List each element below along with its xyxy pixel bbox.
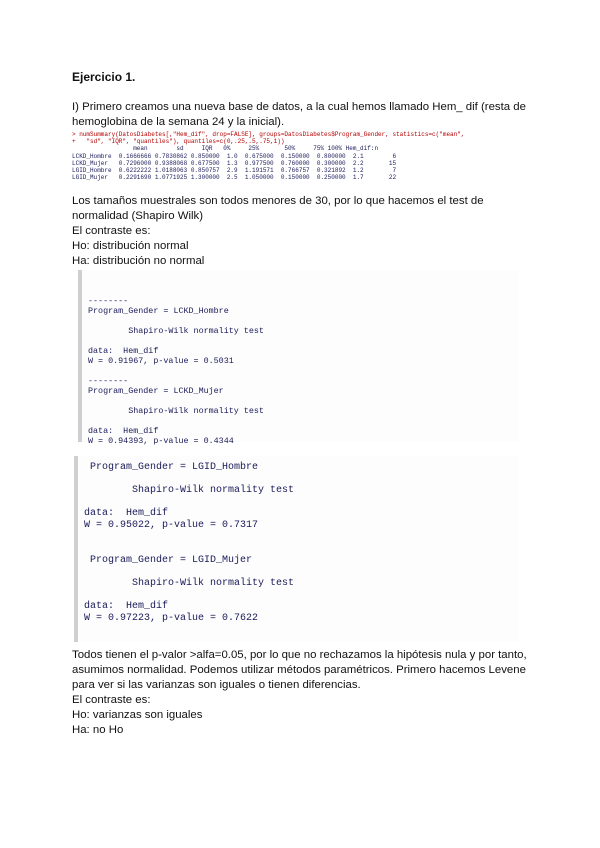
conclusion-line-2: asumimos normalidad. Podemos utilizar métodos paramétricos. Primero hacemos Levene: [72, 664, 526, 676]
summary-command-line-1: > numSummary(DatosDiabetes[,"Hem_dif", drop=FALSE], groups=DatosDiabetes$Program_Gender, statistics=c("mean",: [72, 131, 465, 138]
shapiro-console-output-2: [74, 456, 518, 642]
conclusion-line-6: Ha: no Ho: [72, 724, 124, 736]
normality-paragraph: [72, 194, 542, 269]
test-result: W = 0.91967, p-value = 0.5031: [88, 356, 234, 366]
test-title: Shapiro-Wilk normality test: [84, 485, 295, 497]
shapiro-console-output-1: [78, 270, 518, 446]
summary-row: LGID_Hombre 0.6222222 1.0188063 0.850757 2.9 1.191571 0.766757 0.321892 1.2 7: [72, 167, 397, 175]
conclusion-paragraph: [72, 648, 542, 738]
summary-command-line-2: + "sd", "IQR", "quantiles"), quantiles=c(0,.25,.5,.75,1)): [72, 138, 285, 146]
group-label: Program_Gender = LGID_Mujer: [84, 554, 253, 566]
summary-row: LCKD_Mujer 0.7296000 0.9388068 0.677500 1.3 0.977500 0.760000 0.300000 2.2 15: [72, 159, 397, 167]
group-label: Program_Gender = LCKD_Hombre: [88, 306, 229, 316]
separator: --------: [88, 376, 129, 386]
test-title: Shapiro-Wilk normality test: [88, 326, 264, 336]
test-result: W = 0.94393, p-value = 0.4344: [88, 436, 234, 446]
summary-row: LGID_Mujer 0.2291690 1.0771925 1.300000 2.5 1.050000 0.150000 0.250000 1.7 22: [72, 174, 397, 182]
test-title: Shapiro-Wilk normality test: [84, 577, 295, 589]
data-label: data: Hem_dif: [88, 346, 159, 356]
intro-paragraph: [72, 100, 542, 130]
normality-line-5: Ha: distribución no normal: [72, 255, 205, 267]
summary-header-row: mean sd IQR 0% 25% 50% 75% 100% Hem_dif:n: [72, 145, 379, 153]
conclusion-line-1: Todos tienen el p-valor >alfa=0.05, por lo que no rechazamos la hipótesis nula y por tanto,: [72, 649, 527, 661]
conclusion-line-4: El contraste es:: [72, 694, 151, 706]
conclusion-line-5: Ho: varianzas son iguales: [72, 709, 203, 721]
group-label: Program_Gender = LCKD_Mujer: [88, 386, 224, 396]
normality-line-3: El contraste es:: [72, 225, 151, 237]
exercise-heading: Ejercicio 1.: [72, 70, 136, 84]
data-label: data: Hem_dif: [88, 426, 159, 436]
group-label: Program_Gender = LGID_Hombre: [84, 462, 259, 473]
data-label: data: Hem_dif: [84, 508, 169, 520]
normality-line-1: Los tamaños muestrales son todos menores de 30, por lo que hacemos el test de: [72, 195, 484, 207]
separator: --------: [88, 296, 129, 306]
test-result: W = 0.95022, p-value = 0.7317: [84, 519, 259, 531]
data-label: data: Hem_dif: [84, 601, 169, 613]
normality-line-4: Ho: distribución normal: [72, 240, 189, 252]
summary-console-output: [72, 131, 532, 191]
normality-line-2: normalidad (Shapiro Wilk): [72, 210, 204, 222]
test-result: W = 0.97223, p-value = 0.7622: [84, 612, 259, 624]
conclusion-line-3: para ver si las varianzas son iguales o tienen diferencias.: [72, 679, 361, 691]
summary-row: LCKD_Hombre 0.1666666 0.7830862 0.850000 1.0 0.675000 0.150000 0.800000 2.1 6: [72, 152, 397, 160]
intro-line-1: I) Primero creamos una nueva base de datos, a la cual hemos llamado Hem_ dif (resta de: [72, 101, 526, 113]
intro-line-2: hemoglobina de la semana 24 y la inicial).: [72, 116, 285, 128]
test-title: Shapiro-Wilk normality test: [88, 406, 264, 416]
